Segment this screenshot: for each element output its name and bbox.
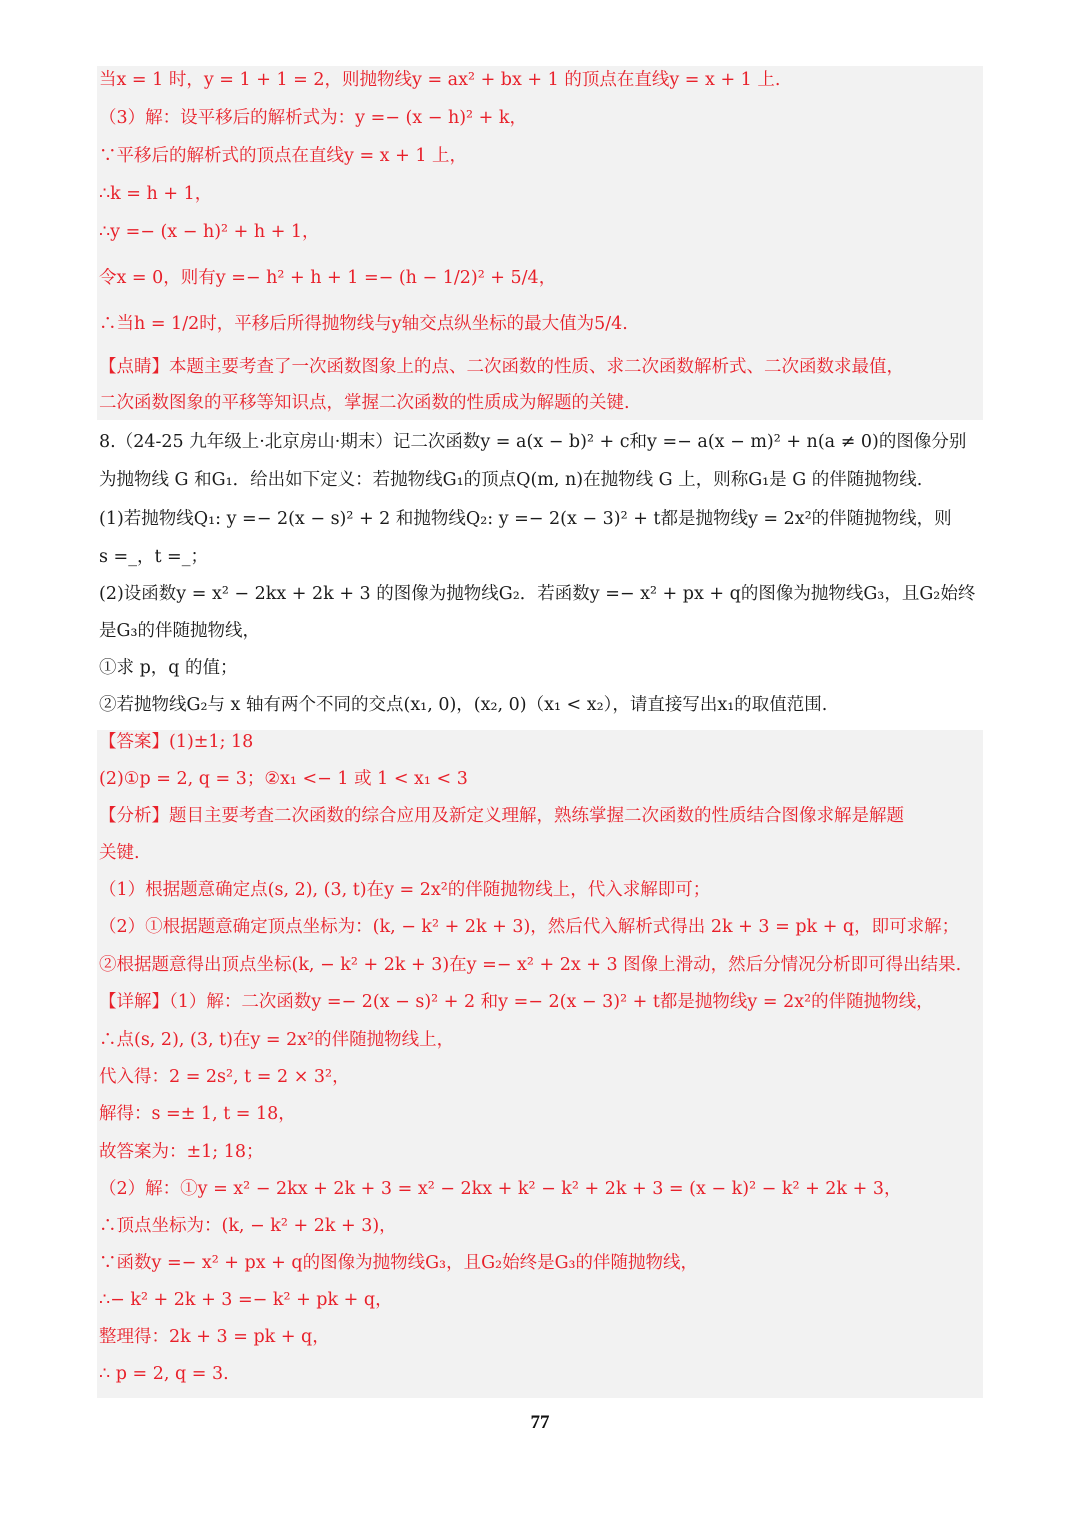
text-line: ①求 p，q 的值； <box>99 658 238 678</box>
text-line: ∴y =− (x − h)² + h + 1， <box>99 222 320 242</box>
detail-line: ∴− k² + 2k + 3 =− k² + pk + q， <box>99 1290 393 1310</box>
text-line: 是G₃的伴随抛物线， <box>99 621 260 641</box>
detail-line: 解得：s =± 1, t = 18， <box>99 1104 296 1124</box>
detail-line: ∴ p = 2, q = 3. <box>99 1364 229 1384</box>
text-line: s =_，t =_； <box>99 547 208 567</box>
detail-line: （2）解：①y = x² − 2kx + 2k + 3 = x² − 2kx + k² − k² + 2k + 3 = (x − k)² − k² + 2k + 3， <box>99 1179 902 1199</box>
question-title: 8.（24-25 九年级上·北京房山·期末）记二次函数y = a(x − b)² + c和y =− a(x − m)² + n(a ≠ 0)的图像分别 <box>99 432 967 452</box>
analysis-line: 【分析】题目主要考查二次函数的综合应用及新定义理解，熟练掌握二次函数的性质结合图像求解是解题 <box>99 806 904 826</box>
page-number: 77 <box>530 1412 550 1433</box>
detail-line: ∵函数y =− x² + px + q的图像为抛物线G₃，且G₂始终是G₃的伴随抛物线， <box>99 1253 699 1273</box>
detail-line: 【详解】（1）解：二次函数y =− 2(x − s)² + 2 和y =− 2(x − 3)² + t都是抛物线y = 2x²的伴随抛物线， <box>99 992 934 1012</box>
analysis-line: 关键. <box>99 843 140 863</box>
text-line: （3）解：设平移后的解析式为：y =− (x − h)² + k， <box>99 108 527 128</box>
remark-line: 【点睛】本题主要考查了一次函数图象上的点、二次函数的性质、求二次函数解析式、二次函数求最值， <box>99 357 904 377</box>
analysis-line: （1）根据题意确定点(s, 2), (3, t)在y = 2x²的伴随抛物线上，代入求解即可； <box>99 880 711 900</box>
detail-line: 代入得：2 = 2s², t = 2 × 3²， <box>99 1067 350 1087</box>
text-line: ∴k = h + 1， <box>99 184 213 204</box>
detail-line: ∴顶点坐标为：(k, − k² + 2k + 3)， <box>99 1216 397 1236</box>
text-line: ②若抛物线G₂与 x 轴有两个不同的交点(x₁, 0)，(x₂, 0)（x₁ < x₂），请直接写出x₁的取值范围. <box>99 695 828 715</box>
text-line: 为抛物线 G 和G₁．给出如下定义：若抛物线G₁的顶点Q(m, n)在抛物线 G 上，则称G₁是 G 的伴随抛物线. <box>99 470 923 490</box>
detail-line: ∴点(s, 2), (3, t)在y = 2x²的伴随抛物线上， <box>99 1030 455 1050</box>
text-line: 当x = 1 时，y = 1 + 1 = 2，则抛物线y = ax² + bx + 1 的顶点在直线y = x + 1 上. <box>99 70 781 90</box>
text-line: (1)若抛物线Q₁: y =− 2(x − s)² + 2 和抛物线Q₂: y =− 2(x − 3)² + t都是抛物线y = 2x²的伴随抛物线，则 <box>99 509 952 529</box>
text-line: 令x = 0，则有y =− h² + h + 1 =− (h − 1/2)² + 5/4， <box>99 268 557 288</box>
text-line: ∵平移后的解析式的顶点在直线y = x + 1 上， <box>99 146 468 166</box>
analysis-line: ②根据题意得出顶点坐标(k, − k² + 2k + 3)在y =− x² + 2x + 3 图像上滑动，然后分情况分析即可得出结果. <box>99 955 962 975</box>
answer-line: (2)①p = 2, q = 3；②x₁ <− 1 或 1 < x₁ < 3 <box>99 769 468 789</box>
answer-line: 【答案】(1)±1; 18 <box>99 732 254 752</box>
text-line: (2)设函数y = x² − 2kx + 2k + 3 的图像为抛物线G₂．若函数y =− x² + px + q的图像为抛物线G₃，且G₂始终 <box>99 584 976 604</box>
remark-line: 二次函数图象的平移等知识点，掌握二次函数的性质成为解题的关键. <box>99 393 630 413</box>
detail-line: 整理得：2k + 3 = pk + q， <box>99 1327 330 1347</box>
text-line: ∴当h = 1/2时，平移后所得抛物线与y轴交点纵坐标的最大值为5/4. <box>99 314 628 334</box>
analysis-line: （2）①根据题意确定顶点坐标为：(k, − k² + 2k + 3)，然后代入解析式得出 2k + 3 = pk + q，即可求解； <box>99 917 960 937</box>
detail-line: 故答案为：±1; 18； <box>99 1142 264 1162</box>
